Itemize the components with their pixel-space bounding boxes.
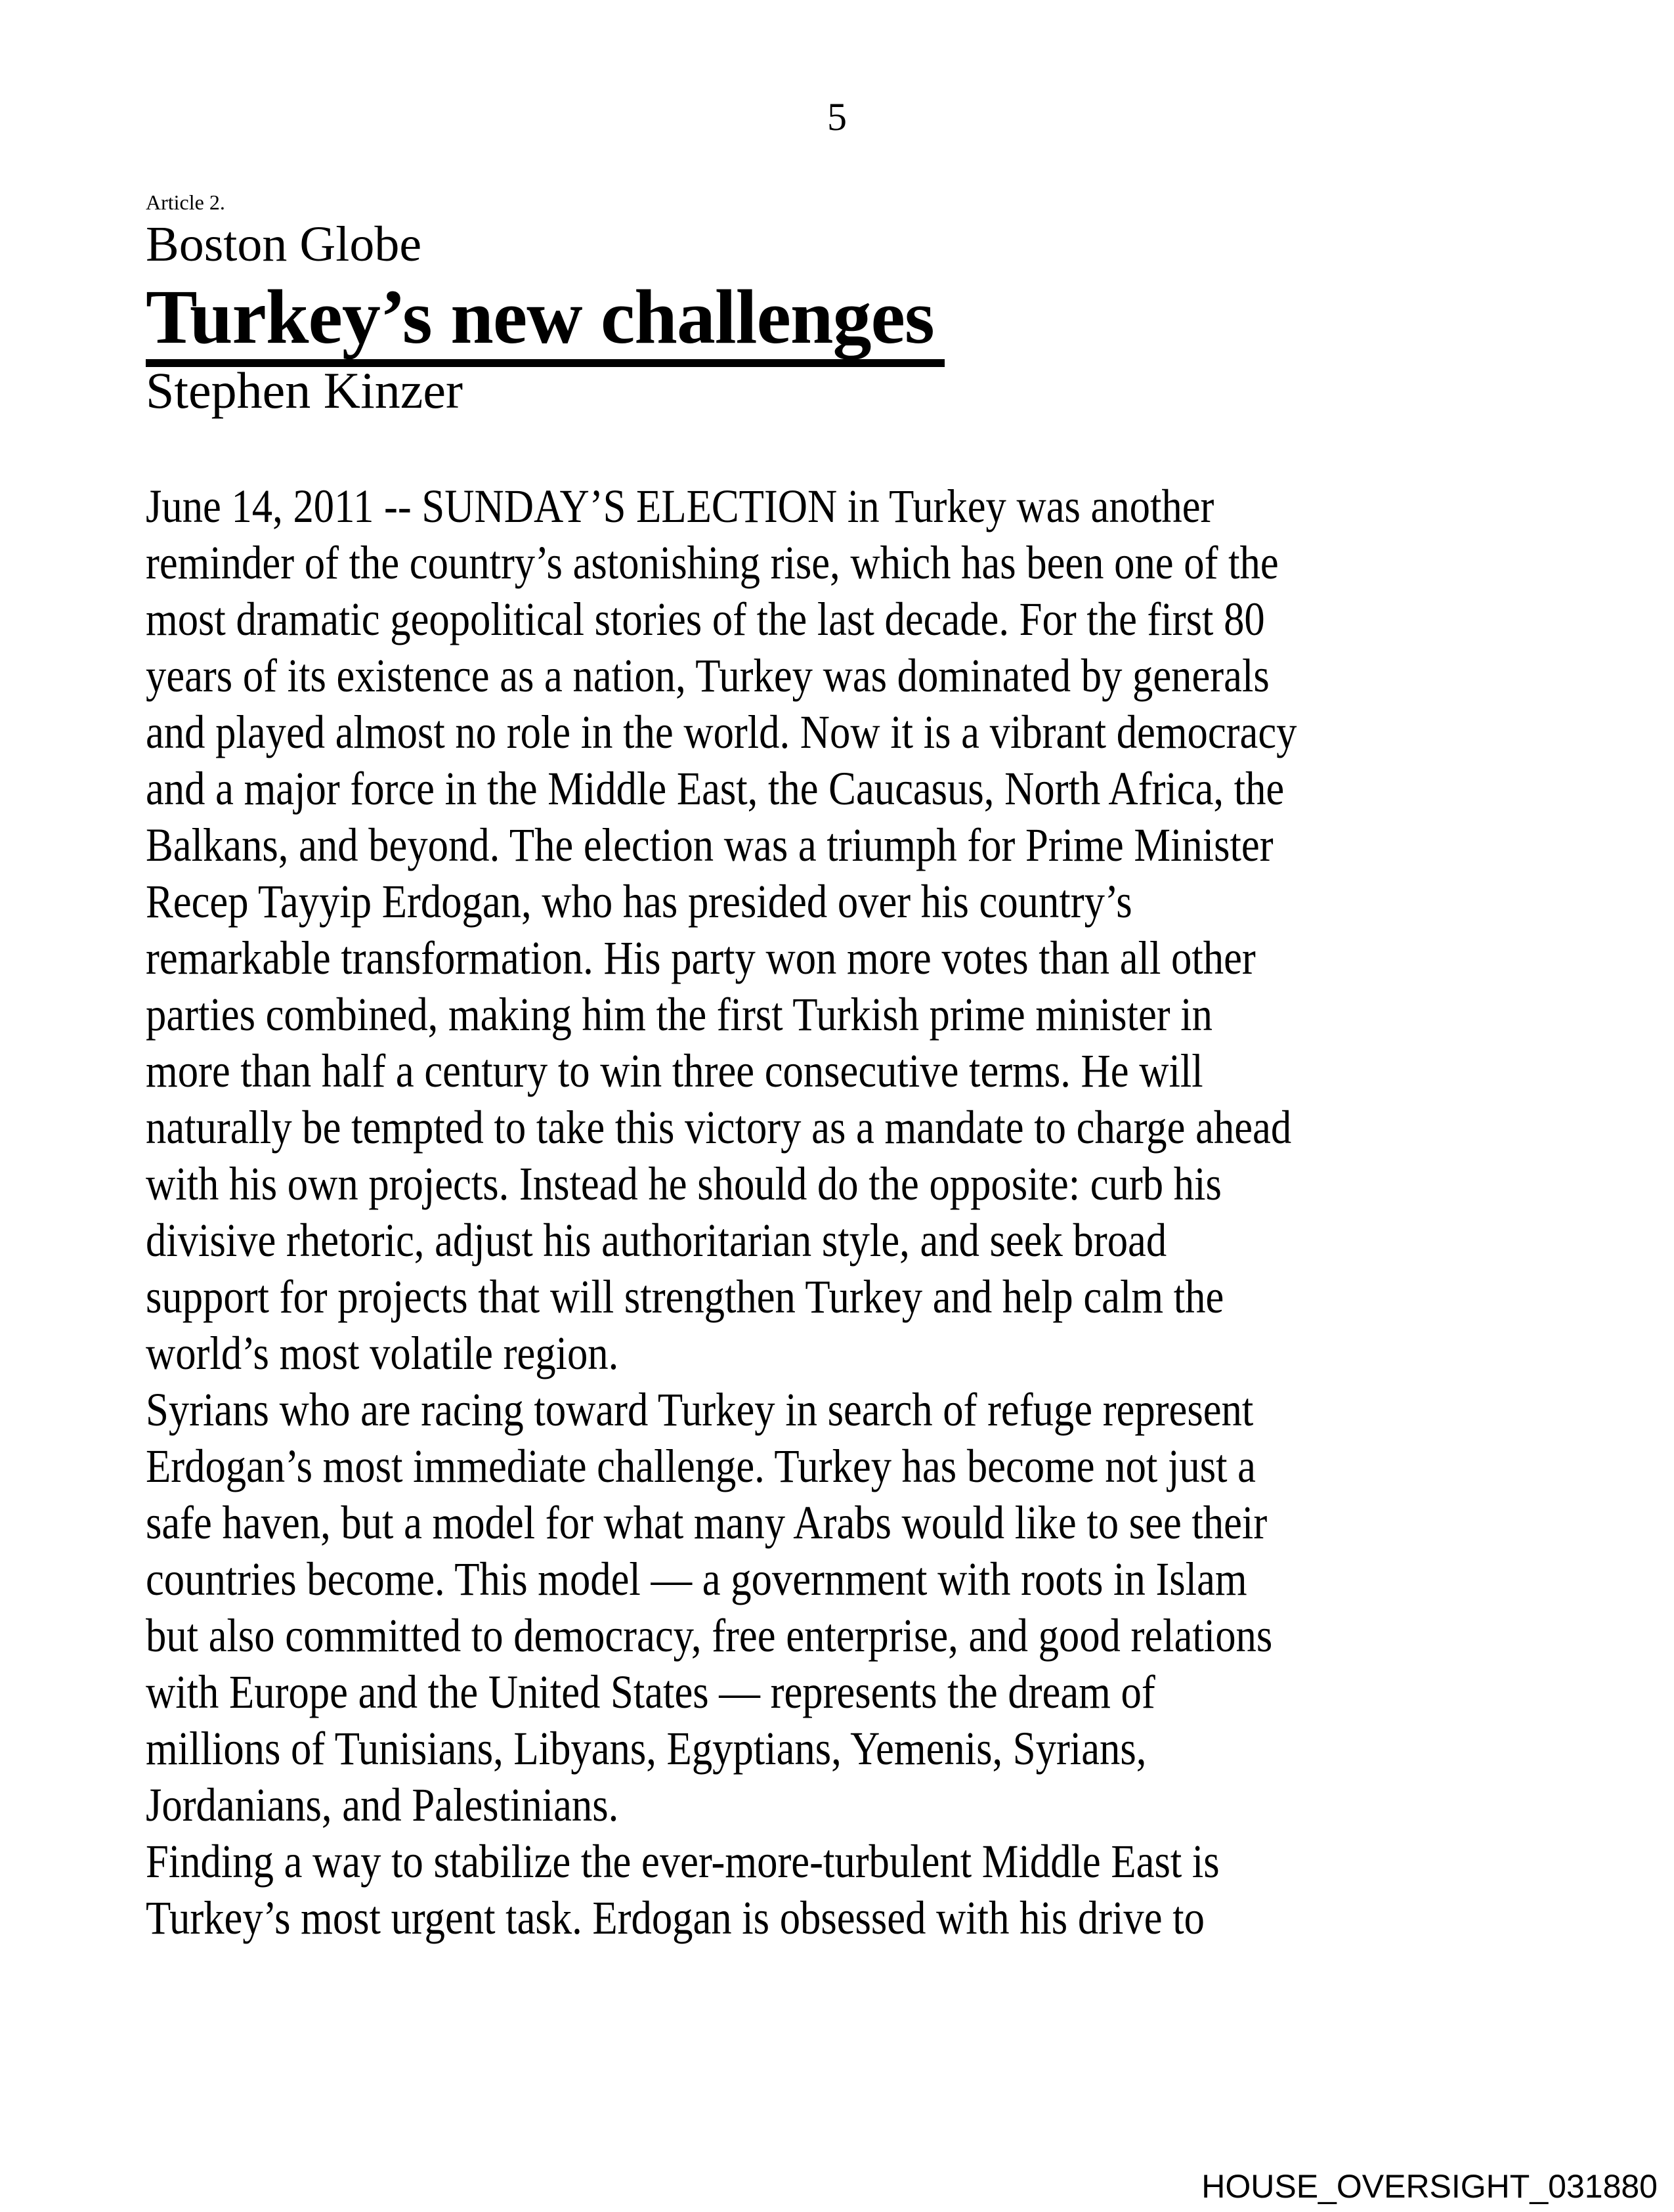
body-line: Finding a way to stabilize the ever-more-turbulent Middle East is [146,1835,1220,1888]
article-byline: Stephen Kinzer [146,362,463,419]
body-line: millions of Tunisians, Libyans, Egyptians, Yemenis, Syrians, [146,1722,1147,1775]
article-title-text: Turkey’s new challenges [146,278,945,367]
body-line: most dramatic geopolitical stories of the last decade. For the first 80 [146,593,1265,645]
body-line: safe haven, but a model for what many Arabs would like to see their [146,1496,1268,1549]
body-line: and played almost no role in the world. Now it is a vibrant democracy [146,706,1297,758]
body-line: June 14, 2011 -- SUNDAY’S ELECTION in Turkey was another [146,480,1214,532]
article-label: Article 2. [146,190,225,214]
body-line: with his own projects. Instead he should do the opposite: curb his [146,1158,1222,1210]
body-line: Recep Tayyip Erdogan, who has presided over his country’s [146,875,1132,928]
body-line: Balkans, and beyond. The election was a triumph for Prime Minister [146,819,1274,871]
body-line: but also committed to democracy, free enterprise, and good relations [146,1609,1273,1662]
body-line: Turkey’s most urgent task. Erdogan is obsessed with his drive to [146,1892,1205,1944]
body-line: more than half a century to win three consecutive terms. He will [146,1045,1203,1097]
body-line: support for projects that will strengthen Turkey and help calm the [146,1270,1224,1323]
article-source: Boston Globe [146,217,422,272]
body-line: Syrians who are racing toward Turkey in search of refuge represent [146,1383,1254,1436]
body-line: remarkable transformation. His party won more votes than all other [146,932,1256,984]
body-line: parties combined, making him the first Turkish prime minister in [146,988,1213,1041]
page-number-row [0,97,1674,137]
body-line: and a major force in the Middle East, the Caucasus, North Africa, the [146,762,1285,815]
page-number: 5 [827,95,847,139]
body-line: countries become. This model — a government with roots in Islam [146,1553,1247,1605]
article-title [146,274,945,367]
body-line: Erdogan’s most immediate challenge. Turkey has become not just a [146,1440,1256,1492]
body-line: with Europe and the United States — represents the dream of [146,1666,1155,1718]
body-line: divisive rhetoric, adjust his authoritarian style, and seek broad [146,1214,1167,1267]
article-body [146,478,1469,1946]
body-line: naturally be tempted to take this victory as a mandate to charge ahead [146,1101,1292,1154]
document-id-footer: HOUSE_OVERSIGHT_031880 [1201,2168,1658,2205]
body-line: years of its existence as a nation, Turkey was dominated by generals [146,649,1270,702]
body-line: world’s most volatile region. [146,1327,619,1379]
body-line: Jordanians, and Palestinians. [146,1779,619,1831]
body-line: reminder of the country’s astonishing rise, which has been one of the [146,536,1279,589]
